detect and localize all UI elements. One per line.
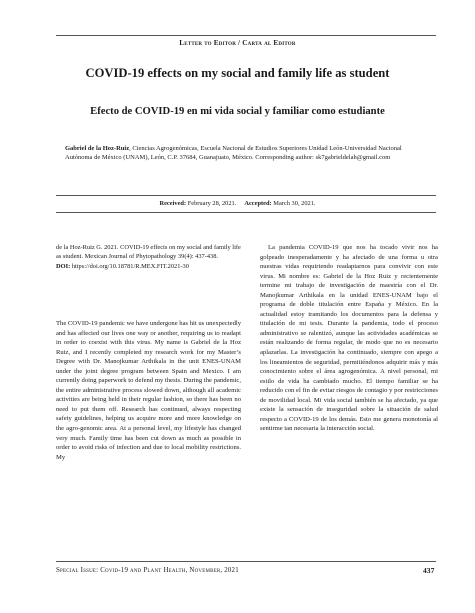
received-date: February 28, 2021.: [187, 200, 237, 207]
page-number: 437: [423, 566, 435, 575]
dates-bottom-rule: [56, 212, 436, 213]
received-accepted-dates: [0, 200, 475, 207]
author-name: Gabriel de la Hoz-Ruiz: [65, 145, 130, 152]
author-affiliation: [65, 145, 410, 162]
section-label: Letter to Editor / Carta al Editor: [179, 39, 296, 47]
citation-text: de la Hoz-Ruiz G. 2021. COVID-19 effects on my social and family life as student. Mexican Journal of Phytopathology 39(4): 437-438.: [56, 244, 241, 261]
body-spanish: La pandemia COVID-19 que nos ha tocado vivir nos ha golpeado inesperadamente y ha afectado de una forma u otra nuestras vidas requiriendo readaptarnos para convivir con este virus. Mi nombre es: Gabriel de la Hoz Ruiz y recientemente termine mi trabajo de investigación de maestría con el Dr. Manojkumar Arthikala en la unidad ENES-UNAM bajo el programa de doble titulación entre España y México. En la actualidad estoy tramitando los documentos para la defensa y titulación de mi tesis. Durante la pandemia, todo el proceso administrativo se ralentizó, aunque las actividades académicas se están realizando de forma regular, de modo que no es necesario aplazarlas. La investigación ha continuado, siempre con apego a los lineamientos de seguridad, permitiéndonos adquirir más y más conocimiento sobre el área agrogenómica. A nivel personal, mi estilo de vida ha cambiado mucho. El tiempo familiar se ha reducido con el fin de evitar riesgos de contagio y por restricciones de movilidad local. Mi vida social también se ha afectado, ya que existe la sensación de inseguridad sobre la situación de salud respecto a COVID-19 de los demás. Esto me genera monotonía al sentirme tan necesaria la interacción social.: [260, 244, 438, 433]
received-label: Received:: [159, 200, 187, 207]
doi-link[interactable]: https://doi.org/10.18781/R.MEX.FIT.2021-30: [71, 262, 189, 270]
footer-issue: Special Issue: Covid-19 and Plant Health, November, 2021: [56, 567, 239, 574]
affiliation-text: , Ciencias Agrogenómicas, Escuela Nacional de Estudios Superiores Unidad León-Universidad Nacional Autónoma de México (UNAM), León, C.P. 37684, Guanajuato, México. Corresponding author: sk7gabrieldelah@gmail.com: [65, 145, 402, 161]
body-english: The COVID-19 pandemic we have undergone has hit us unexpectedly and has affected our lives one way or another, requiring us to readapt in order to coexist with this virus. My name is Gabriel de la Hoz Ruiz, and I recently completed my research work for my Master’s Degree with Dr. Manojkumar Arthikala in the unit ENES-UNAM under the joint degree program between Spain and Mexico. I am currently doing paperwork to defend my thesis. During the pandemic, the entire administrative process slowed down, although all academic activities are being held in their regular fashion, so there has been no need to put them off. Research has continued, always respecting safety guidelines, helping us acquire more and more knowledge on the agro-genomic area. At a personal level, my lifestyle has changed very much. Family time has been cut down as much as possible in order to avoid risks of infection and due to local mobility restrictions. My: [56, 320, 241, 461]
dates-top-rule: [56, 195, 436, 196]
doi-label: DOI:: [56, 262, 71, 270]
footer-rule: [56, 561, 436, 562]
accepted-label: Accepted:: [244, 200, 272, 207]
title-spanish: Efecto de COVID-19 en mi vida social y familiar como estudiante: [90, 106, 385, 117]
citation-block: [56, 243, 241, 271]
header-rule: [56, 35, 436, 36]
accepted-date: March 30, 2021.: [273, 200, 316, 207]
title-english: COVID-19 effects on my social and family life as student: [85, 66, 390, 80]
